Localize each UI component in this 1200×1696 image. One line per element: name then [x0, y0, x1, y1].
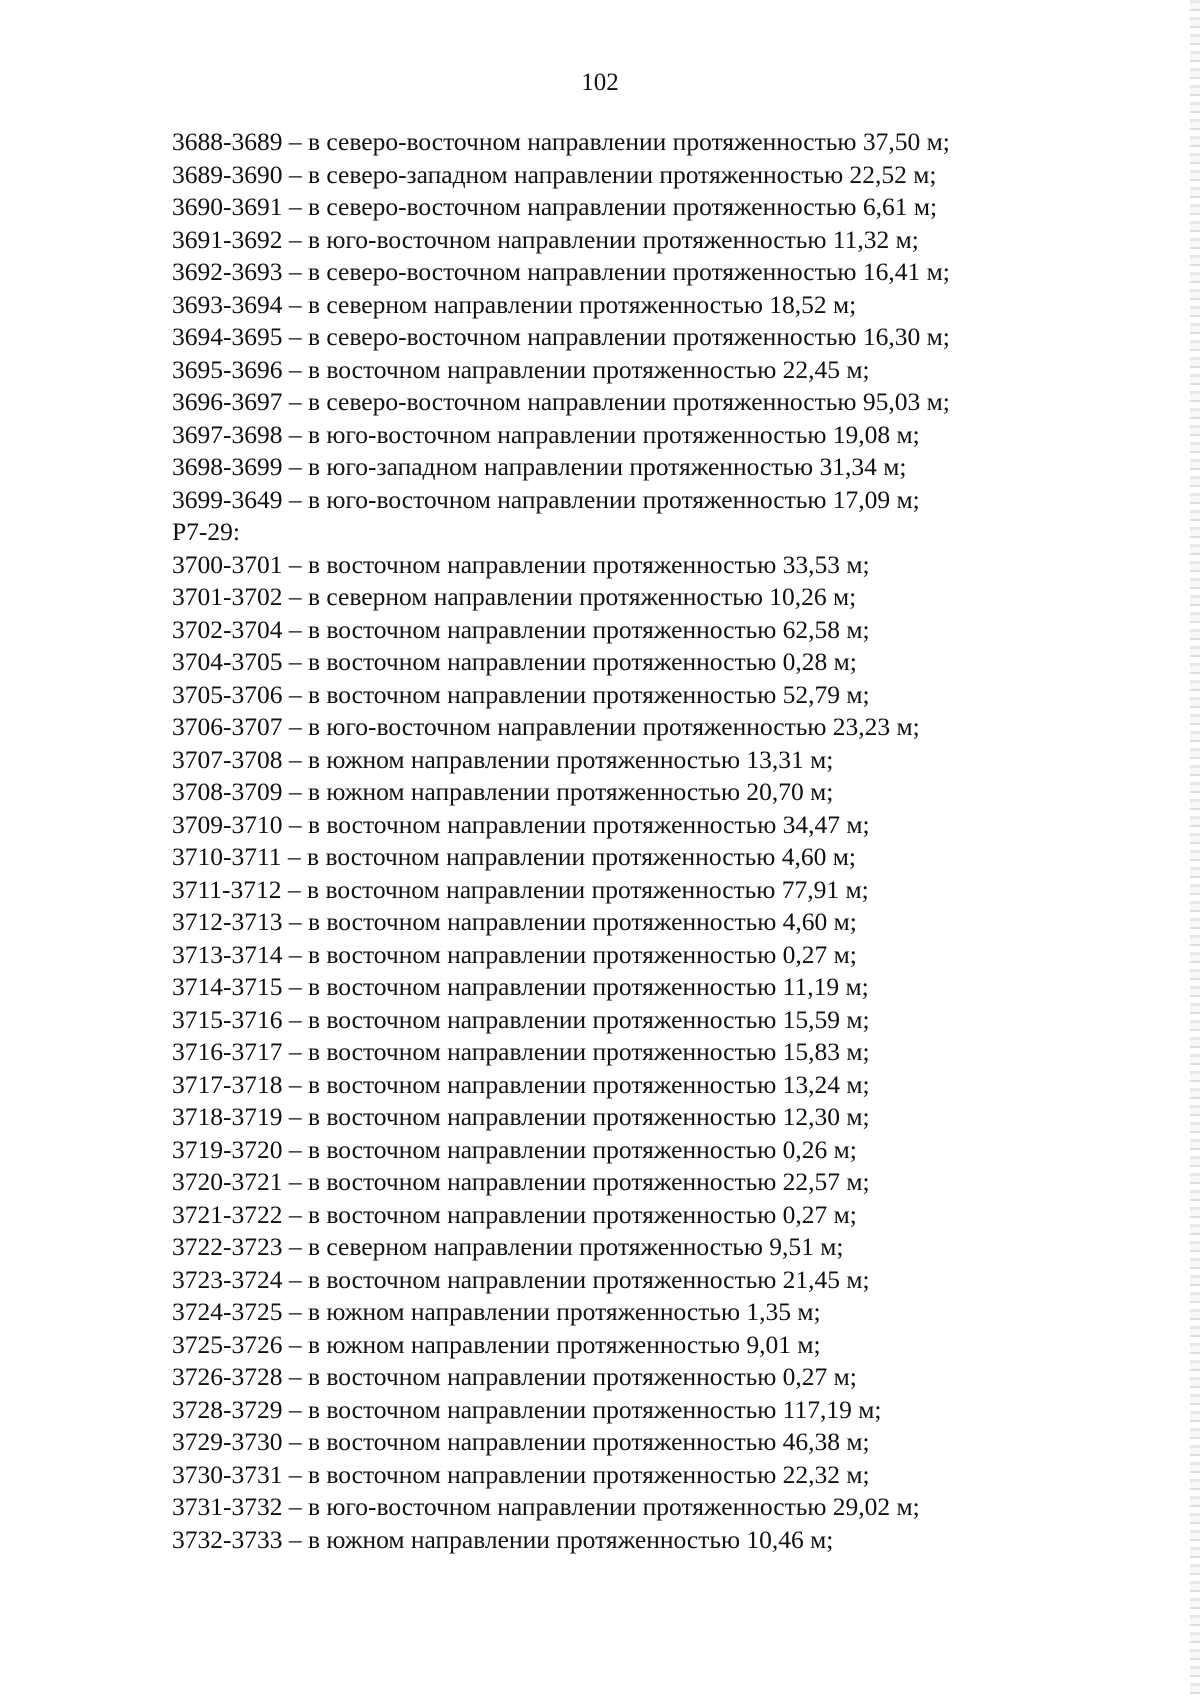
boundary-line: 3697-3698 – в юго-восточном направлении протяженностью 19,08 м; — [172, 419, 920, 449]
boundary-line: 3712-3713 – в восточном направлении протяженностью 4,60 м; — [172, 907, 857, 936]
boundary-line: 3710-3711 – в восточном направлении протяженностью 4,60 м; — [172, 842, 856, 871]
boundary-line: 3717-3718 – в восточном направлении протяженностью 13,24 м; — [172, 1069, 870, 1099]
boundary-description-list — [172, 126, 1072, 1556]
boundary-line: 3702-3704 – в восточном направлении протяженностью 62,58 м; — [172, 614, 870, 644]
boundary-line: 3714-3715 – в восточном направлении протяженностью 11,19 м; — [172, 972, 869, 1001]
boundary-line: 3730-3731 – в восточном направлении протяженностью 22,32 м; — [172, 1459, 870, 1489]
boundary-line: 3715-3716 – в восточном направлении протяженностью 15,59 м; — [172, 1004, 870, 1034]
boundary-line: 3724-3725 – в южном направлении протяженностью 1,35 м; — [172, 1297, 821, 1326]
boundary-line: 3713-3714 – в восточном направлении протяженностью 0,27 м; — [172, 939, 857, 969]
boundary-line: 3721-3722 – в восточном направлении протяженностью 0,27 м; — [172, 1199, 857, 1229]
boundary-line: 3726-3728 – в восточном направлении протяженностью 0,27 м; — [172, 1362, 857, 1391]
boundary-line: 3708-3709 – в южном направлении протяженностью 20,70 м; — [172, 777, 834, 806]
boundary-line: 3731-3732 – в юго-восточном направлении протяженностью 29,02 м; — [172, 1492, 920, 1521]
boundary-line: 3694-3695 – в северо-восточном направлении протяженностью 16,30 м; — [172, 322, 950, 351]
boundary-line: 3720-3721 – в восточном направлении протяженностью 22,57 м; — [172, 1167, 870, 1196]
boundary-line: 3705-3706 – в восточном направлении протяженностью 52,79 м; — [172, 679, 870, 709]
boundary-line: 3711-3712 – в восточном направлении протяженностью 77,91 м; — [172, 874, 869, 904]
boundary-line: 3691-3692 – в юго-восточном направлении протяженностью 11,32 м; — [172, 224, 919, 254]
boundary-line: 3728-3729 – в восточном направлении протяженностью 117,19 м; — [172, 1394, 882, 1424]
boundary-line: 3693-3694 – в северном направлении протяженностью 18,52 м; — [172, 289, 857, 319]
page-number: 102 — [581, 69, 619, 96]
boundary-line: 3698-3699 – в юго-западном направлении протяженностью 31,34 м; — [172, 452, 907, 481]
boundary-line: 3692-3693 – в северо-восточном направлении протяженностью 16,41 м; — [172, 257, 950, 286]
boundary-line: 3701-3702 – в северном направлении протяженностью 10,26 м; — [172, 582, 857, 611]
boundary-line: 3706-3707 – в юго-восточном направлении протяженностью 23,23 м; — [172, 712, 920, 741]
boundary-line: 3718-3719 – в восточном направлении протяженностью 12,30 м; — [172, 1102, 870, 1131]
boundary-line: 3707-3708 – в южном направлении протяженностью 13,31 м; — [172, 744, 834, 774]
boundary-line: Р7-29: — [172, 517, 241, 546]
scan-edge-artifact — [1190, 0, 1200, 1696]
boundary-line: 3688-3689 – в северо-восточном направлении протяженностью 37,50 м; — [172, 127, 950, 156]
boundary-line: 3709-3710 – в восточном направлении протяженностью 34,47 м; — [172, 809, 870, 839]
boundary-line: 3690-3691 – в северо-восточном направлении протяженностью 6,61 м; — [172, 192, 938, 221]
boundary-line: 3729-3730 – в восточном направлении протяженностью 46,38 м; — [172, 1427, 870, 1456]
boundary-line: 3716-3717 – в восточном направлении протяженностью 15,83 м; — [172, 1037, 870, 1066]
boundary-line: 3689-3690 – в северо-западном направлении протяженностью 22,52 м; — [172, 159, 937, 189]
boundary-line: 3699-3649 – в юго-восточном направлении протяженностью 17,09 м; — [172, 484, 920, 514]
boundary-line: 3696-3697 – в северо-восточном направлении протяженностью 95,03 м; — [172, 387, 950, 416]
boundary-line: 3725-3726 – в южном направлении протяженностью 9,01 м; — [172, 1329, 821, 1359]
boundary-line: 3719-3720 – в восточном направлении протяженностью 0,26 м; — [172, 1134, 857, 1164]
boundary-line: 3695-3696 – в восточном направлении протяженностью 22,45 м; — [172, 354, 870, 384]
boundary-line: 3732-3733 – в южном направлении протяженностью 10,46 м; — [172, 1524, 834, 1554]
boundary-line: 3723-3724 – в восточном направлении протяженностью 21,45 м; — [172, 1264, 870, 1294]
boundary-line: 3722-3723 – в северном направлении протяженностью 9,51 м; — [172, 1232, 844, 1261]
boundary-line: 3704-3705 – в восточном направлении протяженностью 0,28 м; — [172, 647, 857, 676]
boundary-line: 3700-3701 – в восточном направлении протяженностью 33,53 м; — [172, 549, 870, 579]
